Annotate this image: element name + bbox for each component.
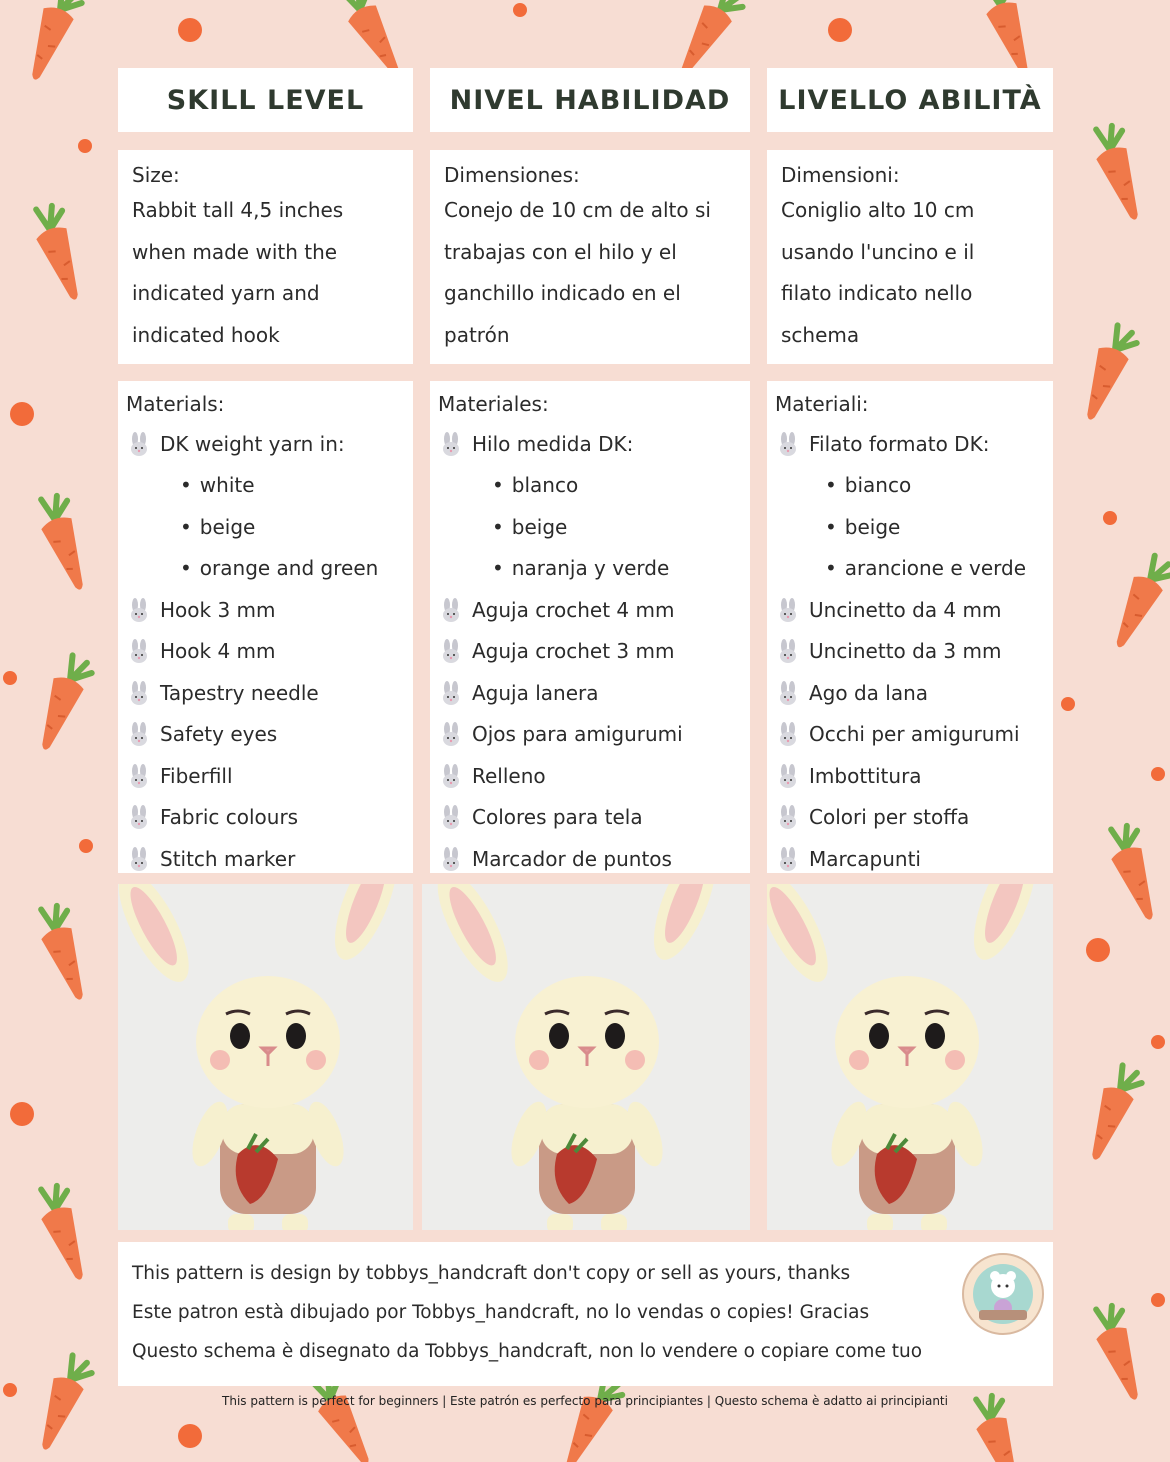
bunny-icon (777, 681, 799, 705)
bunny-icon (777, 432, 799, 456)
skill-level-header-it (767, 68, 1053, 132)
list-item: Hook 4 mm (126, 631, 405, 673)
size-panel-en (118, 150, 413, 364)
skill-level-title: SKILL LEVEL (166, 84, 365, 116)
bunny-icon (440, 805, 462, 829)
copyright-panel (118, 1242, 1053, 1386)
bunny-icon (777, 722, 799, 746)
bunny-icon (128, 432, 150, 456)
bunny-icon (777, 805, 799, 829)
materials-label: Materiali: (775, 392, 869, 416)
color-item: • white (180, 473, 255, 498)
materials-label: Materials: (126, 392, 225, 416)
bunny-icon (440, 639, 462, 663)
size-line: indicated yarn and (132, 281, 320, 305)
list-item: Marcapunti (775, 838, 1045, 880)
color-item: • beige (180, 514, 256, 539)
list-item: Hook 3 mm (126, 589, 405, 631)
size-line: indicated hook (132, 322, 280, 347)
size-panel-es (430, 150, 750, 364)
size-panel-it (767, 150, 1053, 364)
list-item: Stitch marker (126, 838, 405, 880)
bunny-icon (440, 598, 462, 622)
bunny-icon (777, 598, 799, 622)
copyright-line-en: This pattern is design by tobbys_handcraft don't copy or sell as yours, thanks (132, 1263, 851, 1284)
list-item: Ojos para amigurumi (438, 714, 742, 756)
skill-level-title: LIVELLO ABILITÀ (778, 84, 1042, 116)
materials-panel-it (767, 381, 1053, 873)
list-item: DK weight yarn in: (126, 423, 405, 465)
size-line: trabajas con el hilo y el (444, 239, 677, 264)
bunny-icon (777, 847, 799, 871)
copyright-line-it: Questo schema è disegnato da Tobbys_handcraft, non lo vendere o copiare come tuo (132, 1341, 923, 1362)
bunny-icon (440, 432, 462, 456)
color-item: • naranja y verde (492, 556, 670, 581)
list-item: Relleno (438, 755, 742, 797)
size-line: usando l'uncino e il (781, 239, 975, 264)
size-label: Dimensioni: (781, 163, 900, 187)
list-item: Aguja lanera (438, 672, 742, 714)
bunny-icon (128, 722, 150, 746)
beginner-note: This pattern is perfect for beginners | Este patrón es perfecto para principiantes | Questo schema è adatto ai principianti (222, 1394, 948, 1408)
list-item: Aguja crochet 3 mm (438, 631, 742, 673)
color-item: • bianco (825, 473, 912, 498)
list-item: Filato formato DK: (775, 423, 1045, 465)
size-line: schema (781, 322, 860, 347)
list-item: Fiberfill (126, 755, 405, 797)
size-line: ganchillo indicado en el (444, 281, 681, 305)
size-line: when made with the (132, 239, 338, 264)
list-item: Occhi per amigurumi (775, 714, 1045, 756)
size-label: Size: (132, 163, 180, 187)
skill-level-header-es (430, 68, 750, 132)
list-item: Hilo medida DK: (438, 423, 742, 465)
list-item: Colori per stoffa (775, 797, 1045, 839)
list-item: Imbottitura (775, 755, 1045, 797)
bunny-icon (128, 598, 150, 622)
color-item: • beige (492, 514, 568, 539)
size-line: Rabbit tall 4,5 inches (132, 198, 344, 222)
list-item: Safety eyes (126, 714, 405, 756)
bunny-icon (128, 639, 150, 663)
color-item: • beige (825, 514, 901, 539)
color-item: • orange and green (180, 556, 379, 581)
size-line: Conejo de 10 cm de alto si (444, 198, 711, 222)
color-item: • arancione e verde (825, 556, 1027, 581)
materials-label: Materiales: (438, 392, 549, 416)
list-item: Colores para tela (438, 797, 742, 839)
list-item: Uncinetto da 4 mm (775, 589, 1045, 631)
materials-panel-en (118, 381, 413, 873)
bunny-icon (440, 764, 462, 788)
bunny-icon (128, 681, 150, 705)
skill-level-title: NIVEL HABILIDAD (449, 84, 731, 116)
size-label: Dimensiones: (444, 163, 580, 187)
bunny-icon (128, 847, 150, 871)
size-line: patrón (444, 322, 510, 347)
rabbit-photo-front (422, 884, 750, 1230)
bunny-icon (440, 847, 462, 871)
list-item: Ago da lana (775, 672, 1045, 714)
bunny-icon (128, 805, 150, 829)
skill-level-header-en (118, 68, 413, 132)
bunny-icon (777, 639, 799, 663)
brand-logo (961, 1252, 1045, 1336)
materials-panel-es (430, 381, 750, 873)
rabbit-photo-front-left (118, 884, 413, 1230)
list-item: Fabric colours (126, 797, 405, 839)
list-item: Uncinetto da 3 mm (775, 631, 1045, 673)
list-item: Marcador de puntos (438, 838, 742, 880)
bunny-icon (440, 681, 462, 705)
copyright-line-es: Este patron està dibujado por Tobbys_handcraft, no lo vendas o copies! Gracias (132, 1302, 870, 1323)
bunny-icon (777, 764, 799, 788)
size-line: filato indicato nello (781, 281, 973, 305)
list-item: Tapestry needle (126, 672, 405, 714)
bunny-icon (440, 722, 462, 746)
size-line: Coniglio alto 10 cm (781, 198, 975, 222)
list-item: Aguja crochet 4 mm (438, 589, 742, 631)
rabbit-photo-side (767, 884, 1053, 1230)
bunny-icon (128, 764, 150, 788)
color-item: • blanco (492, 473, 579, 498)
